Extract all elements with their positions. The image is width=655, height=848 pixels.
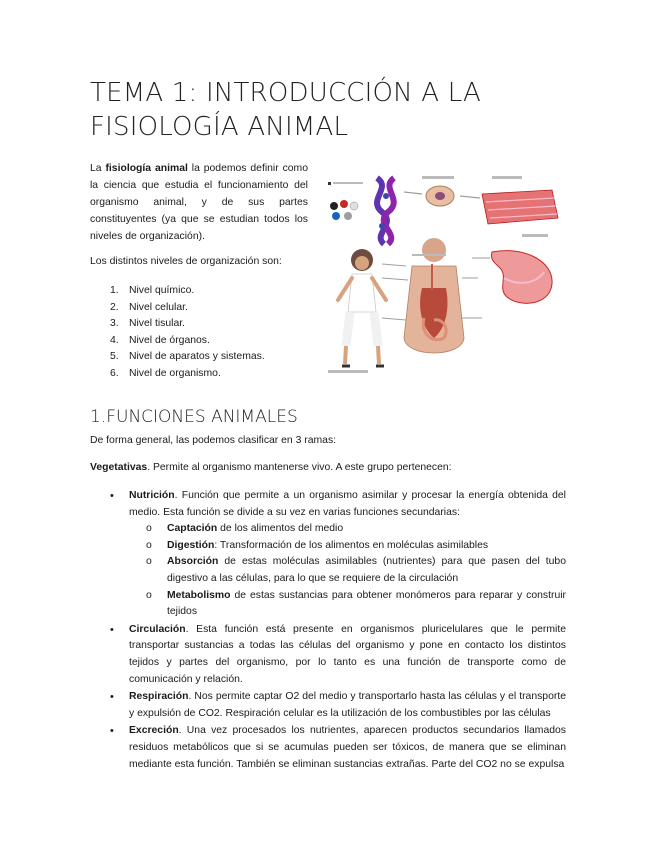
list-number: 3. (110, 318, 119, 330)
section-heading: 1.FUNCIONES ANIMALES (90, 407, 298, 427)
intro-post: la podemos definir como la ciencia que estudia el funcionamiento del organismo animal, y de sus partes constituyentes (ya que se estudian todos los niveles de organización). (90, 163, 308, 242)
organization-levels-illustration (322, 168, 567, 382)
intro-term: fisiología animal (105, 163, 188, 174)
sub-text: : Transformación de los alimentos en moléculas asimilables (214, 539, 489, 551)
function-term: Nutrición (129, 490, 175, 501)
vegetativas-paragraph (90, 462, 452, 473)
list-item (110, 333, 265, 350)
function-term: Circulación (129, 623, 186, 635)
vegetativas-term: Vegetativas (90, 462, 148, 473)
bullet-icon: • (110, 691, 114, 704)
sub-term: Digestión (167, 539, 215, 551)
list-number: 6. (110, 367, 119, 379)
sub-list (129, 521, 566, 621)
sub-term: Captación (167, 523, 218, 535)
function-text: . Esta función está presente en organismos pluricelulares que le permite transportar sustancias a todas las células del organismo y pone en contacto los distintos tejidos y partes del organismo, por lo tanto es una función de transporte como de comunicación y relación. (129, 623, 566, 685)
cell-icon (404, 176, 454, 206)
sub-text: de los alimentos del medio (217, 523, 344, 535)
page-title: TEMA 1: INTRODUCCIÓN A LA FISIOLOGÍA ANIMAL (90, 78, 482, 142)
list-text: Nivel tisular. (129, 318, 186, 330)
sub-text: de estas moléculas asimilables (nutrientes) para que pasen del tubo digestivo a las células, para lo que se requiere de la circulación (167, 556, 566, 584)
list-text: Nivel de aparatos y sistemas. (129, 351, 265, 363)
list-item (108, 622, 566, 688)
list-number: 1. (110, 285, 119, 296)
girl-organism-icon (338, 249, 386, 366)
sub-list-item (129, 538, 566, 555)
section-intro: De forma general, las podemos clasificar en 3 ramas: (90, 435, 337, 446)
list-number: 2. (110, 301, 119, 313)
sub-text: de estas sustancias para obtener monómeros para reparar y construir tejidos (167, 589, 566, 618)
sub-bullet-icon: o (146, 539, 152, 551)
list-item (108, 689, 566, 722)
list-number: 5. (110, 351, 119, 363)
dna-helix-icon (377, 178, 394, 244)
function-text: . Una vez procesados los nutrientes, aparecen productos secundarios llamados residuos metabólicos que si se acumulas pueden ser tóxicos, de manera que se eliminan mediante esta función. También se eliminan sustancias extrañas. Parte del CO2 no se expulsa (129, 725, 566, 770)
list-item (110, 349, 265, 366)
caption-bar (328, 370, 368, 373)
list-text: Nivel químico. (129, 285, 195, 296)
molecule-atoms-icon (328, 182, 363, 220)
intro-paragraph (90, 160, 308, 245)
list-text: Nivel de órganos. (129, 334, 210, 346)
sub-list-item (129, 588, 566, 621)
function-term: Respiración (129, 691, 189, 703)
list-item (110, 316, 265, 333)
list-item (110, 366, 265, 383)
stomach-organ-icon (472, 234, 552, 303)
function-text: . Nos permite captar O2 del medio y transportarlo hasta las células y el transporte y expulsión de CO2. Respiración celular es la utilización de los combustibles por las células (129, 691, 566, 719)
list-item (108, 723, 566, 773)
bullet-icon: • (110, 490, 114, 502)
list-item (108, 488, 566, 621)
sub-term: Metabolismo (167, 589, 231, 601)
tissue-icon (460, 176, 558, 224)
bullet-icon: • (110, 623, 114, 636)
sub-list-item (129, 554, 566, 587)
function-term: Excreción (129, 725, 179, 737)
list-item (110, 283, 265, 300)
levels-list (110, 283, 265, 383)
sub-list-item (129, 521, 566, 538)
function-text: . Función que permite a un organismo asimilar y procesar la energía obtenida del medio. Esta función se divide a su vez en varias funciones secundarias: (129, 490, 566, 518)
list-text: Nivel celular. (129, 301, 188, 313)
caption-bar (412, 254, 446, 256)
sub-bullet-icon: o (146, 556, 152, 568)
intro-pre: La (90, 163, 106, 174)
sub-term: Absorción (167, 556, 219, 568)
list-text: Nivel de organismo. (129, 367, 221, 379)
list-item (110, 300, 265, 317)
levels-lead: Los distintos niveles de organización son: (90, 256, 282, 267)
bullet-icon: • (110, 725, 114, 738)
sub-bullet-icon: o (146, 589, 152, 601)
vegetativas-text: . Permite al organismo mantenerse vivo. A este grupo pertenecen: (147, 462, 452, 473)
functions-list (108, 488, 566, 774)
list-number: 4. (110, 334, 119, 346)
sub-bullet-icon: o (146, 523, 152, 535)
